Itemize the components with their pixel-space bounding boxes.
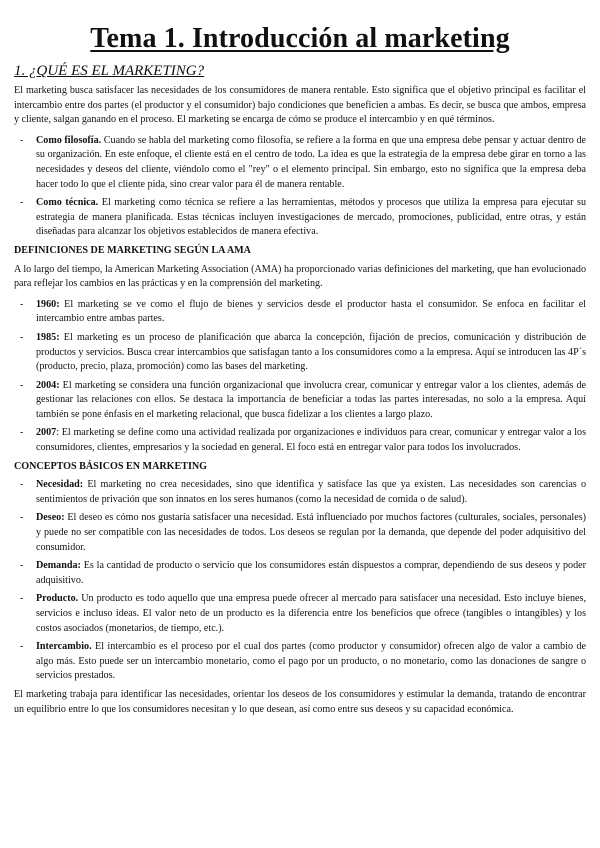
list-item-term: Demanda: (36, 560, 81, 572)
section-heading-que-es-marketing: 1. ¿QUÉ ES EL MARKETING? (14, 63, 205, 79)
section-intro-paragraph: A lo largo del tiempo, la American Marketing Association (AMA) ha proporcionado varias definiciones del marketing, que han evolucionado para reflejar los cambios en las prácticas y en la comprensión del marketing. (14, 263, 586, 290)
document-page (14, 22, 586, 723)
list-item: - Demanda: Es la cantidad de producto o servicio que los consumidores están dispuestos a comprar, dependiendo de sus deseos y poder adquisitivo. (20, 560, 586, 586)
list-item-text: Es la cantidad de producto o servicio que los consumidores están dispuestos a comprar, dependiendo de sus deseos y poder adquisitivo. (36, 560, 586, 586)
list-item: - 2004: El marketing se considera una función organizacional que involucra crear, comunicar y entregar valor a los clientes, además de gestionar las relaciones con ellos. Se destaca la importancia de beneficiar a todas las partes interesadas, no solo a la empresa. Aquí también se pone énfasis en el marketing relacional, que busca fidelizar a los clientes a largo plazo. (20, 379, 586, 420)
list-item-text: El intercambio es el proceso por el cual dos partes (como productor y consumidor) ofrecen algo de valor a cambio de algo más. Esto puede ser un intercambio monetario, como el pago por un producto, o no monetario, como las donaciones de sangre o servicios prestados. (36, 641, 586, 682)
list-item-term: Como técnica. (36, 197, 99, 209)
list-item-term: 1960: (36, 298, 60, 310)
bullet-list-ama-definitions (14, 298, 586, 456)
bullet-list-basic-concepts (14, 478, 586, 684)
list-item-text: Un producto es todo aquello que una empresa puede ofrecer al mercado para satisfacer una necesidad. Esto incluye bienes, servicios e incluso ideas. El valor neto de un producto es la diferencia entre los beneficios que ofrece (tangibles o intangibles) y los costos asociados (monetarios, de tiempo, etc.). (36, 593, 586, 634)
list-item: - Deseo: El deseo es cómo nos gustaría satisfacer una necesidad. Está influenciado por muchos factores (culturales, sociales, personales) y puede no ser compatible con las necesidades de todos. Los deseos se regulan por la demanda, que depende del poder adquisitivo del consumidor. (20, 512, 586, 553)
list-item-term: 1985: (36, 331, 60, 343)
list-item-text: El deseo es cómo nos gustaría satisfacer una necesidad. Está influenciado por muchos factores (culturales, sociales, personales) y puede no ser compatible con las necesidades de todos. Los deseos se regulan por la demanda, que depende del poder adquisitivo del consumidor. (36, 512, 586, 553)
list-item-text: Cuando se habla del marketing como filosofía, se refiere a la forma en que una empresa debe pensar y actuar dentro de su organización. En este enfoque, el cliente está en el centro de todo. La idea es que la estrategia de la empresa debe girar en torno a las necesidades y deseos del cliente, viéndolo como el "rey" o el elemento principal. Sin embargo, esto no significa que la empresa deba hacer todo lo que el cliente pida, sino crear valor para él de manera rentable. (36, 134, 586, 190)
list-item-term: Deseo: (36, 512, 65, 524)
list-item: - Intercambio. El intercambio es el proceso por el cual dos partes (como productor y consumidor) ofrecen algo de valor a cambio de algo más. Esto puede ser un intercambio monetario, como el pago por un producto, o no monetario, como las donaciones de sangre o servicios prestados. (20, 641, 586, 682)
list-item: - Producto. Un producto es todo aquello que una empresa puede ofrecer al mercado para satisfacer una necesidad. Esto incluye bienes, servicios e incluso ideas. El valor neto de un producto es la diferencia entre los beneficios que ofrece (tangibles o intangibles) y los costos asociados (monetarios, de tiempo, etc.). (20, 593, 586, 634)
list-item: - 1985: El marketing es un proceso de planificación que abarca la concepción, fijación de precios, comunicación y distribución de productos y servicios. Busca crear intercambios que satisfagan tanto a los consumidores como a la empresa. Aquí se introducen las 4P´s (producto, precio, plaza, promoción) como las bases del marketing. (20, 331, 586, 373)
list-item-text: : El marketing se define como una actividad realizada por organizaciones e individuos para crear, comunicar y entregar valor a los consumidores, clientes, empresarios y la sociedad en general. El foco está en entregar valor para todos los involucrados. (36, 427, 586, 454)
list-item-text: El marketing como técnica se refiere a las herramientas, métodos y procesos que utiliza la empresa para ejecutar su estrategia de manera planificada. Estas técnicas incluyen investigaciones de mercado, promociones, publicidad, entre otras, y están diseñadas para alcanzar los objetivos establecidos de manera efectiva. (36, 197, 587, 238)
list-item-text: El marketing se considera una función organizacional que involucra crear, comunicar y entregar valor a los clientes, además de gestionar las relaciones con ellos. Se destaca la importancia de beneficiar a todas las partes interesadas, no solo a la empresa. Aquí también se pone énfasis en el marketing relacional, que busca fidelizar a los clientes a largo plazo. (36, 379, 586, 420)
section-heading-definiciones-ama: DEFINICIONES DE MARKETING SEGÚN LA AMA (14, 244, 251, 256)
list-item-text: El marketing no crea necesidades, sino que identifica y satisface las que ya existen. Las necesidades son carencias o sentimientos de privación que son innatos en los seres humanos (como la necesidad de comida o de salud). (36, 479, 586, 505)
page-title: Tema 1. Introducción al marketing (90, 23, 510, 54)
list-item: - Como filosofía. Cuando se habla del marketing como filosofía, se refiere a la forma en que una empresa debe pensar y actuar dentro de su organización. En este enfoque, el cliente está en el centro de todo. La idea es que la estrategia de la empresa debe girar en torno a las necesidades y deseos del cliente, viéndolo como el "rey" o el elemento principal. Sin embargo, esto no significa que la empresa deba hacer todo lo que el cliente pida, sino crear valor para él de manera rentable. (20, 134, 586, 190)
closing-paragraph: El marketing trabaja para identificar las necesidades, orientar los deseos de los consumidores y estimular la demanda, tratando de encontrar un equilibrio entre lo que los consumidores necesitan y lo que desean, así como entre sus deseos y su capacidad económica. (14, 688, 586, 715)
list-item-term: Necesidad: (36, 479, 84, 491)
section-heading-conceptos-basicos: CONCEPTOS BÁSICOS EN MARKETING (14, 460, 208, 472)
list-item-text: El marketing se ve como el flujo de bienes y servicios desde el productor hasta el consumidor. Se enfoca en facilitar el intercambio entre ambas partes. (36, 298, 586, 325)
list-item: - Necesidad: El marketing no crea necesidades, sino que identifica y satisface las que ya existen. Las necesidades son carencias o sentimientos de privación que son innatos en los seres humanos (como la necesidad de comida o de salud). (20, 479, 586, 505)
list-item-term: 2004: (36, 379, 60, 391)
list-item-term: Intercambio. (36, 641, 92, 653)
list-item-term: 2007 (36, 427, 57, 439)
list-item: - 1960: El marketing se ve como el flujo de bienes y servicios desde el productor hasta el consumidor. Se enfoca en facilitar el intercambio entre ambas partes. (20, 298, 586, 325)
list-item-term: Como filosofía. (36, 134, 102, 146)
list-item: - Como técnica. El marketing como técnica se refiere a las herramientas, métodos y procesos que utiliza la empresa para ejecutar su estrategia de manera planificada. Estas técnicas incluyen investigaciones de mercado, promociones, publicidad, entre otras, y están diseñadas para alcanzar los objetivos establecidos de manera efectiva. (20, 197, 587, 238)
list-item: - 2007: El marketing se define como una actividad realizada por organizaciones e individuos para crear, comunicar y entregar valor a los consumidores, clientes, empresarios y la sociedad en general. El foco está en entregar valor para todos los involucrados. (20, 427, 586, 454)
bullet-list-marketing-views (14, 134, 586, 240)
list-item-term: Producto. (36, 593, 79, 605)
section-intro-paragraph: El marketing busca satisfacer las necesidades de los consumidores de manera rentable. Esto significa que el objetivo principal es facilitar el intercambio entre dos partes (el productor y el consumidor) bajo condiciones que beneficien a ambas. Es decir, se busca que ambos, empresa y cliente, salgan ganando en el proceso. El marketing se encarga de cómo se produce el intercambio y en qué términos. (14, 85, 586, 126)
list-item-text: El marketing es un proceso de planificación que abarca la concepción, fijación de precios, comunicación y distribución de productos y servicios. Busca crear intercambios que satisfagan tanto a los consumidores como a la empresa. Aquí se introducen las 4P´s (producto, precio, plaza, promoción) como las bases del marketing. (36, 331, 586, 373)
